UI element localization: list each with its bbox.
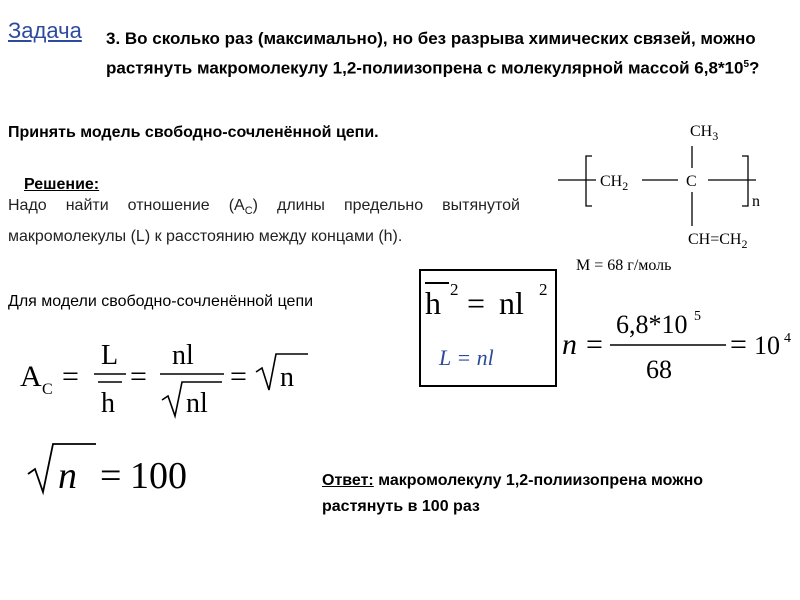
solution-subscript: С xyxy=(244,205,253,218)
n-denominator: 68 xyxy=(646,355,672,384)
answer-label: Ответ: xyxy=(322,472,374,489)
solution-text-after: ) длины предельно вытянутой макромолекулы (L) к расстоянию между концами (h). xyxy=(8,197,520,246)
bracket-left xyxy=(586,156,592,206)
task-exponent: 5 xyxy=(743,59,750,70)
nl-term: nl xyxy=(499,285,524,321)
carbon-atom: C xyxy=(686,173,697,190)
ch3-group: $CH_3$ xyxy=(690,123,719,143)
model-statement: Принять модель свободно-сочленённой цепи. xyxy=(8,124,379,141)
ac-symbol: A xyxy=(20,360,42,393)
final-value: 100 xyxy=(130,455,187,497)
length-formula: L = nl xyxy=(439,345,494,370)
task-statement xyxy=(106,26,766,82)
n-calculation xyxy=(560,300,800,390)
answer-text: макромолекулу 1,2-полиизопрена можно растянуть в 100 раз xyxy=(322,472,704,515)
nl-exponent: 2 xyxy=(539,280,548,299)
final-equals: = xyxy=(100,455,122,497)
sqrt-result xyxy=(26,438,226,506)
chain-formulas xyxy=(419,269,557,387)
task-text: 3. Во сколько раз (максимально), но без разрыва химических связей, можно растянуть макромолекулу 1,2-полиизопрена с молекулярной массой 6,8*10 xyxy=(106,29,756,78)
n-result-exponent: 4 xyxy=(784,331,791,346)
h-symbol: h xyxy=(425,285,441,321)
slide-title: Задача xyxy=(8,18,82,43)
equals-sign-1: = xyxy=(586,328,603,361)
bracket-right xyxy=(742,156,748,206)
solution-text-before: Надо найти отношение (А xyxy=(8,197,245,214)
ac-subscript: C xyxy=(42,381,53,398)
ratio-formula xyxy=(18,334,318,424)
answer xyxy=(322,468,762,520)
sqrt-n: n xyxy=(280,362,294,393)
equals-sign-b: = xyxy=(130,360,147,393)
n-result: 10 xyxy=(754,331,780,360)
repeat-index: n xyxy=(752,193,760,210)
final-n: n xyxy=(58,455,77,497)
molecule-bonds xyxy=(558,146,756,226)
h-exponent: 2 xyxy=(450,280,459,299)
ch2-group: $CH_2$ xyxy=(600,173,629,193)
equals-sign-c: = xyxy=(230,360,247,393)
n-numerator: 6,8*10 xyxy=(616,310,688,339)
n-numerator-exponent: 5 xyxy=(694,309,701,324)
free-joint-statement: Для модели свободно-сочленённой цепи xyxy=(8,293,314,310)
fraction2-denominator: nl xyxy=(186,388,208,419)
molar-mass: M = 68 г/моль xyxy=(576,257,672,274)
equals-sign-2: = xyxy=(730,328,747,361)
fraction1-numerator: L xyxy=(101,340,119,371)
equals-sign-a: = xyxy=(62,360,79,393)
n-variable: n xyxy=(562,328,577,361)
equals-sign: = xyxy=(467,285,486,321)
solution-label: Решение: xyxy=(24,176,100,193)
side-vinyl-group: $CH=CH_2$ xyxy=(688,231,748,251)
polyisoprene-structure xyxy=(556,116,776,286)
fraction2-numerator: nl xyxy=(172,340,194,371)
solution-text xyxy=(8,193,520,250)
fraction1-denominator: h xyxy=(101,388,115,419)
task-question-mark: ? xyxy=(749,58,760,78)
